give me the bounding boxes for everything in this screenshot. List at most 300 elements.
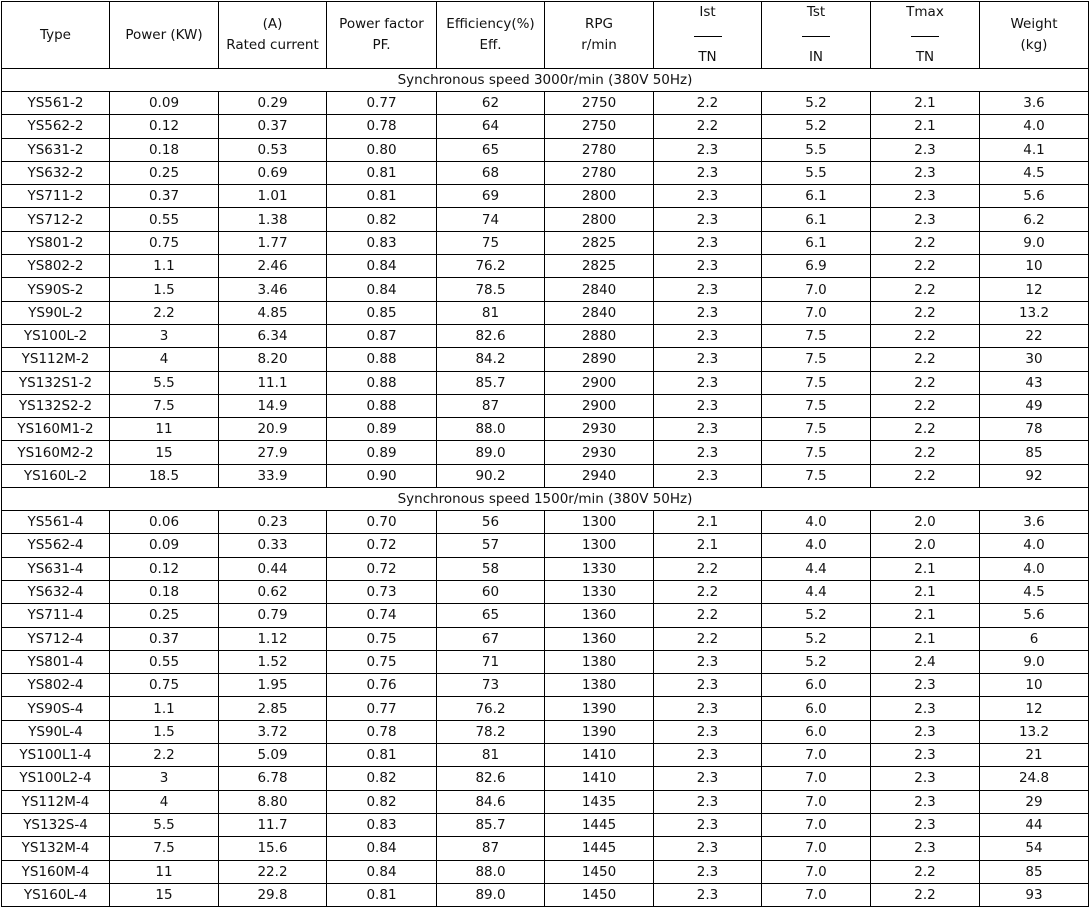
table-cell: 2.3 (654, 255, 762, 278)
table-cell: 0.84 (327, 860, 437, 883)
table-cell: 84.2 (437, 348, 545, 371)
table-cell: 1435 (545, 790, 654, 813)
table-cell: 2825 (545, 231, 654, 254)
table-cell: 4.85 (219, 301, 327, 324)
table-cell: 85 (980, 441, 1089, 464)
table-cell: 2.3 (654, 348, 762, 371)
table-cell: 2.46 (219, 255, 327, 278)
table-cell: 2.2 (654, 627, 762, 650)
table-cell: 9.0 (980, 231, 1089, 254)
table-cell: 5.6 (980, 604, 1089, 627)
table-cell: 12 (980, 697, 1089, 720)
table-cell: 78.5 (437, 278, 545, 301)
table-cell: 0.80 (327, 138, 437, 161)
table-cell: 0.90 (327, 464, 437, 487)
table-cell: 2.3 (654, 371, 762, 394)
table-cell: YS100L1-4 (2, 744, 110, 767)
table-cell: 2.3 (654, 301, 762, 324)
table-cell: 1330 (545, 557, 654, 580)
table-cell: 0.29 (219, 92, 327, 115)
table-cell: 2800 (545, 208, 654, 231)
table-cell: 11 (110, 418, 219, 441)
table-cell: 2825 (545, 255, 654, 278)
table-cell: 2.2 (654, 92, 762, 115)
section-header-row (2, 488, 1089, 511)
table-cell: 5.2 (762, 115, 871, 138)
table-cell: 3.6 (980, 511, 1089, 534)
table-cell: 5.2 (762, 92, 871, 115)
table-cell: 2.1 (871, 604, 980, 627)
table-cell: 29.8 (219, 883, 327, 906)
table-cell: 2.3 (654, 720, 762, 743)
table-row (2, 394, 1089, 417)
table-cell: 2.3 (654, 744, 762, 767)
table-cell: 1380 (545, 650, 654, 673)
table-cell: 7.5 (762, 324, 871, 347)
table-cell: 2.3 (654, 441, 762, 464)
header-tst: $\frac{\text{Tst}}{IN}$ (762, 2, 871, 69)
header-tmax: $\frac{Tmax}{TN}$ (871, 2, 980, 69)
table-cell: 21 (980, 744, 1089, 767)
table-cell: 2.2 (871, 394, 980, 417)
table-cell: 2.3 (654, 464, 762, 487)
table-row (2, 92, 1089, 115)
table-cell: 7.5 (110, 394, 219, 417)
table-cell: YS100L2-4 (2, 767, 110, 790)
table-cell: 7.0 (762, 301, 871, 324)
table-cell: 3 (110, 324, 219, 347)
table-cell: 88.0 (437, 418, 545, 441)
table-cell: 4.5 (980, 580, 1089, 603)
table-cell: 65 (437, 138, 545, 161)
table-cell: 2.2 (871, 255, 980, 278)
table-cell: 2.2 (871, 860, 980, 883)
table-cell: 1.38 (219, 208, 327, 231)
table-cell: 2.3 (654, 650, 762, 673)
table-cell: 2.1 (871, 627, 980, 650)
table-cell: 4.0 (980, 557, 1089, 580)
table-cell: 2780 (545, 161, 654, 184)
table-cell: 2.3 (654, 394, 762, 417)
table-row (2, 767, 1089, 790)
table-cell: 1330 (545, 580, 654, 603)
table-cell: 1.52 (219, 650, 327, 673)
table-row (2, 790, 1089, 813)
table-cell: 56 (437, 511, 545, 534)
table-body (2, 69, 1089, 907)
table-cell: 7.5 (762, 371, 871, 394)
table-cell: 1.1 (110, 255, 219, 278)
table-cell: 71 (437, 650, 545, 673)
table-cell: YS90S-4 (2, 697, 110, 720)
header-rated-current: (A) Rated current (219, 2, 327, 69)
table-cell: 2.1 (871, 557, 980, 580)
table-cell: 18.5 (110, 464, 219, 487)
table-cell: 2.2 (654, 115, 762, 138)
table-cell: 0.73 (327, 580, 437, 603)
table-cell: 0.79 (219, 604, 327, 627)
table-cell: 2.3 (654, 767, 762, 790)
table-cell: 4 (110, 790, 219, 813)
table-cell: 2.3 (871, 674, 980, 697)
table-cell: 1.5 (110, 278, 219, 301)
table-cell: 0.44 (219, 557, 327, 580)
table-cell: 2750 (545, 92, 654, 115)
table-cell: 74 (437, 208, 545, 231)
table-row (2, 837, 1089, 860)
table-cell: 8.20 (219, 348, 327, 371)
table-cell: YS632-4 (2, 580, 110, 603)
table-cell: 22 (980, 324, 1089, 347)
table-cell: 1445 (545, 813, 654, 836)
table-cell: 78 (980, 418, 1089, 441)
table-cell: YS712-2 (2, 208, 110, 231)
table-cell: 93 (980, 883, 1089, 906)
table-row (2, 627, 1089, 650)
table-row (2, 650, 1089, 673)
table-cell: YS632-2 (2, 161, 110, 184)
table-cell: 2.3 (871, 185, 980, 208)
table-cell: YS802-4 (2, 674, 110, 697)
table-cell: 0.88 (327, 348, 437, 371)
table-cell: 30 (980, 348, 1089, 371)
table-cell: 11.7 (219, 813, 327, 836)
table-cell: 81 (437, 301, 545, 324)
table-cell: 85.7 (437, 371, 545, 394)
table-cell: 76.2 (437, 697, 545, 720)
table-cell: 0.89 (327, 441, 437, 464)
table-row (2, 348, 1089, 371)
table-cell: 2900 (545, 394, 654, 417)
table-cell: 0.84 (327, 837, 437, 860)
table-cell: 2.3 (654, 138, 762, 161)
table-cell: 7.0 (762, 837, 871, 860)
table-row (2, 278, 1089, 301)
table-cell: 2.3 (654, 278, 762, 301)
table-cell: 0.82 (327, 767, 437, 790)
table-cell: YS132S1-2 (2, 371, 110, 394)
table-cell: 0.88 (327, 371, 437, 394)
table-cell: 2.3 (654, 860, 762, 883)
table-cell: 1410 (545, 767, 654, 790)
table-cell: 0.74 (327, 604, 437, 627)
table-cell: 7.5 (762, 348, 871, 371)
table-row (2, 371, 1089, 394)
table-cell: 2.2 (871, 231, 980, 254)
table-row (2, 255, 1089, 278)
header-power-factor: Power factor PF. (327, 2, 437, 69)
table-cell: 5.6 (980, 185, 1089, 208)
table-cell: 6.1 (762, 185, 871, 208)
table-cell: YS801-2 (2, 231, 110, 254)
table-row (2, 138, 1089, 161)
table-cell: 13.2 (980, 301, 1089, 324)
table-row (2, 464, 1089, 487)
table-cell: 0.23 (219, 511, 327, 534)
table-cell: 58 (437, 557, 545, 580)
table-cell: 0.62 (219, 580, 327, 603)
table-cell: 2.3 (871, 813, 980, 836)
table-cell: 1.12 (219, 627, 327, 650)
table-cell: 54 (980, 837, 1089, 860)
table-cell: YS90S-2 (2, 278, 110, 301)
header-rpm: RPG r/min (545, 2, 654, 69)
table-cell: 62 (437, 92, 545, 115)
table-cell: 15.6 (219, 837, 327, 860)
table-cell: 1390 (545, 697, 654, 720)
table-cell: 2.3 (871, 138, 980, 161)
table-cell: 1360 (545, 627, 654, 650)
table-row (2, 324, 1089, 347)
table-cell: 2.3 (871, 837, 980, 860)
table-cell: 2.3 (654, 185, 762, 208)
table-cell: 7.5 (762, 418, 871, 441)
table-cell: 76.2 (437, 255, 545, 278)
table-cell: 0.18 (110, 138, 219, 161)
table-cell: 0.09 (110, 534, 219, 557)
table-cell: 4 (110, 348, 219, 371)
header-efficiency: Efficiency(%) Eff. (437, 2, 545, 69)
table-cell: 5.2 (762, 627, 871, 650)
header-ist: $\frac{\text{Ist}}{TN}$ (654, 2, 762, 69)
table-cell: 0.33 (219, 534, 327, 557)
table-row (2, 860, 1089, 883)
section-title: Synchronous speed 1500r/min (380V 50Hz) (2, 488, 1089, 511)
table-cell: 1360 (545, 604, 654, 627)
table-cell: 0.75 (327, 627, 437, 650)
table-cell: 68 (437, 161, 545, 184)
header-row (2, 2, 1089, 69)
table-cell: 2.3 (654, 674, 762, 697)
table-cell: 2.2 (871, 324, 980, 347)
table-cell: 2.0 (871, 534, 980, 557)
table-cell: 2.2 (654, 604, 762, 627)
table-cell: 2.3 (654, 813, 762, 836)
table-cell: 7.0 (762, 813, 871, 836)
table-cell: 69 (437, 185, 545, 208)
table-cell: YS132M-4 (2, 837, 110, 860)
table-cell: 15 (110, 883, 219, 906)
table-cell: 0.37 (110, 185, 219, 208)
table-cell: 0.25 (110, 161, 219, 184)
table-row (2, 185, 1089, 208)
table-cell: YS100L-2 (2, 324, 110, 347)
table-cell: 22.2 (219, 860, 327, 883)
table-cell: 9.0 (980, 650, 1089, 673)
table-cell: 5.5 (762, 138, 871, 161)
table-cell: 2.85 (219, 697, 327, 720)
table-cell: 3 (110, 767, 219, 790)
table-row (2, 231, 1089, 254)
header-power: Power (KW) (110, 2, 219, 69)
table-cell: 2840 (545, 278, 654, 301)
table-cell: 12 (980, 278, 1089, 301)
table-cell: 6.9 (762, 255, 871, 278)
table-cell: 2900 (545, 371, 654, 394)
table-cell: 1.01 (219, 185, 327, 208)
table-cell: 0.72 (327, 557, 437, 580)
table-cell: 0.53 (219, 138, 327, 161)
table-cell: 2890 (545, 348, 654, 371)
table-cell: 2.2 (871, 418, 980, 441)
table-cell: 6 (980, 627, 1089, 650)
table-cell: 2.3 (654, 324, 762, 347)
table-cell: 2.1 (871, 92, 980, 115)
header-weight: Weight (kg) (980, 2, 1089, 69)
table-cell: 2.2 (871, 348, 980, 371)
table-cell: 0.82 (327, 208, 437, 231)
table-cell: 6.1 (762, 208, 871, 231)
table-cell: 2.0 (871, 511, 980, 534)
table-cell: YS711-2 (2, 185, 110, 208)
table-cell: 85.7 (437, 813, 545, 836)
table-cell: 89.0 (437, 883, 545, 906)
table-cell: 73 (437, 674, 545, 697)
table-cell: 82.6 (437, 767, 545, 790)
table-cell: 1390 (545, 720, 654, 743)
table-cell: 0.81 (327, 744, 437, 767)
table-cell: 2880 (545, 324, 654, 347)
table-cell: 0.88 (327, 394, 437, 417)
table-row (2, 161, 1089, 184)
table-cell: 2.3 (654, 418, 762, 441)
table-cell: YS160L-4 (2, 883, 110, 906)
table-cell: 0.72 (327, 534, 437, 557)
table-cell: 7.5 (110, 837, 219, 860)
table-cell: 0.70 (327, 511, 437, 534)
table-cell: 4.4 (762, 557, 871, 580)
table-cell: 0.78 (327, 720, 437, 743)
header-type: Type (2, 2, 110, 69)
table-cell: 90.2 (437, 464, 545, 487)
table-cell: 2.3 (871, 767, 980, 790)
table-row (2, 208, 1089, 231)
table-cell: 13.2 (980, 720, 1089, 743)
table-cell: 81 (437, 744, 545, 767)
table-cell: 5.2 (762, 650, 871, 673)
table-cell: 10 (980, 255, 1089, 278)
table-cell: 33.9 (219, 464, 327, 487)
table-cell: 2.2 (871, 278, 980, 301)
table-cell: 1450 (545, 860, 654, 883)
motor-spec-table (1, 1, 1089, 907)
table-cell: 14.9 (219, 394, 327, 417)
table-cell: 2.2 (110, 744, 219, 767)
table-cell: 2.3 (871, 720, 980, 743)
table-cell: 2.2 (871, 301, 980, 324)
table-row (2, 883, 1089, 906)
table-cell: 10 (980, 674, 1089, 697)
table-cell: 57 (437, 534, 545, 557)
table-cell: 3.46 (219, 278, 327, 301)
table-cell: 2.2 (654, 580, 762, 603)
table-cell: 88.0 (437, 860, 545, 883)
table-cell: YS90L-4 (2, 720, 110, 743)
table-cell: 87 (437, 837, 545, 860)
table-cell: 0.75 (110, 231, 219, 254)
table-cell: 2.3 (871, 744, 980, 767)
table-cell: 20.9 (219, 418, 327, 441)
table-cell: YS562-4 (2, 534, 110, 557)
table-cell: 0.37 (219, 115, 327, 138)
table-cell: 7.5 (762, 394, 871, 417)
table-cell: 2.3 (871, 208, 980, 231)
table-cell: 0.55 (110, 208, 219, 231)
table-cell: 84.6 (437, 790, 545, 813)
table-cell: 0.75 (327, 650, 437, 673)
table-cell: 0.18 (110, 580, 219, 603)
table-cell: 2.2 (871, 464, 980, 487)
table-cell: 2.3 (871, 790, 980, 813)
table-cell: 4.4 (762, 580, 871, 603)
table-row (2, 720, 1089, 743)
table-cell: 4.0 (980, 534, 1089, 557)
table-cell: 2.1 (654, 534, 762, 557)
table-cell: YS90L-2 (2, 301, 110, 324)
table-cell: 6.0 (762, 674, 871, 697)
table-cell: YS112M-2 (2, 348, 110, 371)
table-row (2, 674, 1089, 697)
table-cell: 1450 (545, 883, 654, 906)
table-cell: 1300 (545, 534, 654, 557)
table-cell: 2930 (545, 418, 654, 441)
table-cell: 2930 (545, 441, 654, 464)
table-cell: 44 (980, 813, 1089, 836)
table-cell: 7.0 (762, 278, 871, 301)
table-cell: 0.83 (327, 231, 437, 254)
table-cell: 1445 (545, 837, 654, 860)
table-cell: 0.84 (327, 255, 437, 278)
table-cell: 5.09 (219, 744, 327, 767)
table-cell: 7.0 (762, 767, 871, 790)
table-cell: 49 (980, 394, 1089, 417)
table-cell: 5.2 (762, 604, 871, 627)
table-cell: 0.75 (110, 674, 219, 697)
table-cell: 7.0 (762, 860, 871, 883)
table-cell: 0.06 (110, 511, 219, 534)
table-cell: YS160M-4 (2, 860, 110, 883)
table-row (2, 697, 1089, 720)
table-cell: 6.0 (762, 720, 871, 743)
table-cell: 0.12 (110, 557, 219, 580)
table-cell: 6.78 (219, 767, 327, 790)
table-cell: 4.1 (980, 138, 1089, 161)
table-row (2, 115, 1089, 138)
table-row (2, 604, 1089, 627)
table-cell: 2.3 (654, 883, 762, 906)
table-row (2, 511, 1089, 534)
table-cell: 0.83 (327, 813, 437, 836)
section-title: Synchronous speed 3000r/min (380V 50Hz) (2, 69, 1089, 92)
table-cell: 0.77 (327, 697, 437, 720)
table-cell: 2.2 (110, 301, 219, 324)
table-cell: YS631-4 (2, 557, 110, 580)
table-cell: 6.0 (762, 697, 871, 720)
table-cell: 1380 (545, 674, 654, 697)
table-cell: 2840 (545, 301, 654, 324)
table-row (2, 744, 1089, 767)
table-cell: 0.55 (110, 650, 219, 673)
table-cell: 2.2 (871, 883, 980, 906)
table-cell: 2.3 (654, 837, 762, 860)
table-cell: 0.69 (219, 161, 327, 184)
table-cell: 6.34 (219, 324, 327, 347)
table-cell: 15 (110, 441, 219, 464)
table-cell: 8.80 (219, 790, 327, 813)
table-cell: YS132S2-2 (2, 394, 110, 417)
table-cell: 11 (110, 860, 219, 883)
table-cell: YS802-2 (2, 255, 110, 278)
